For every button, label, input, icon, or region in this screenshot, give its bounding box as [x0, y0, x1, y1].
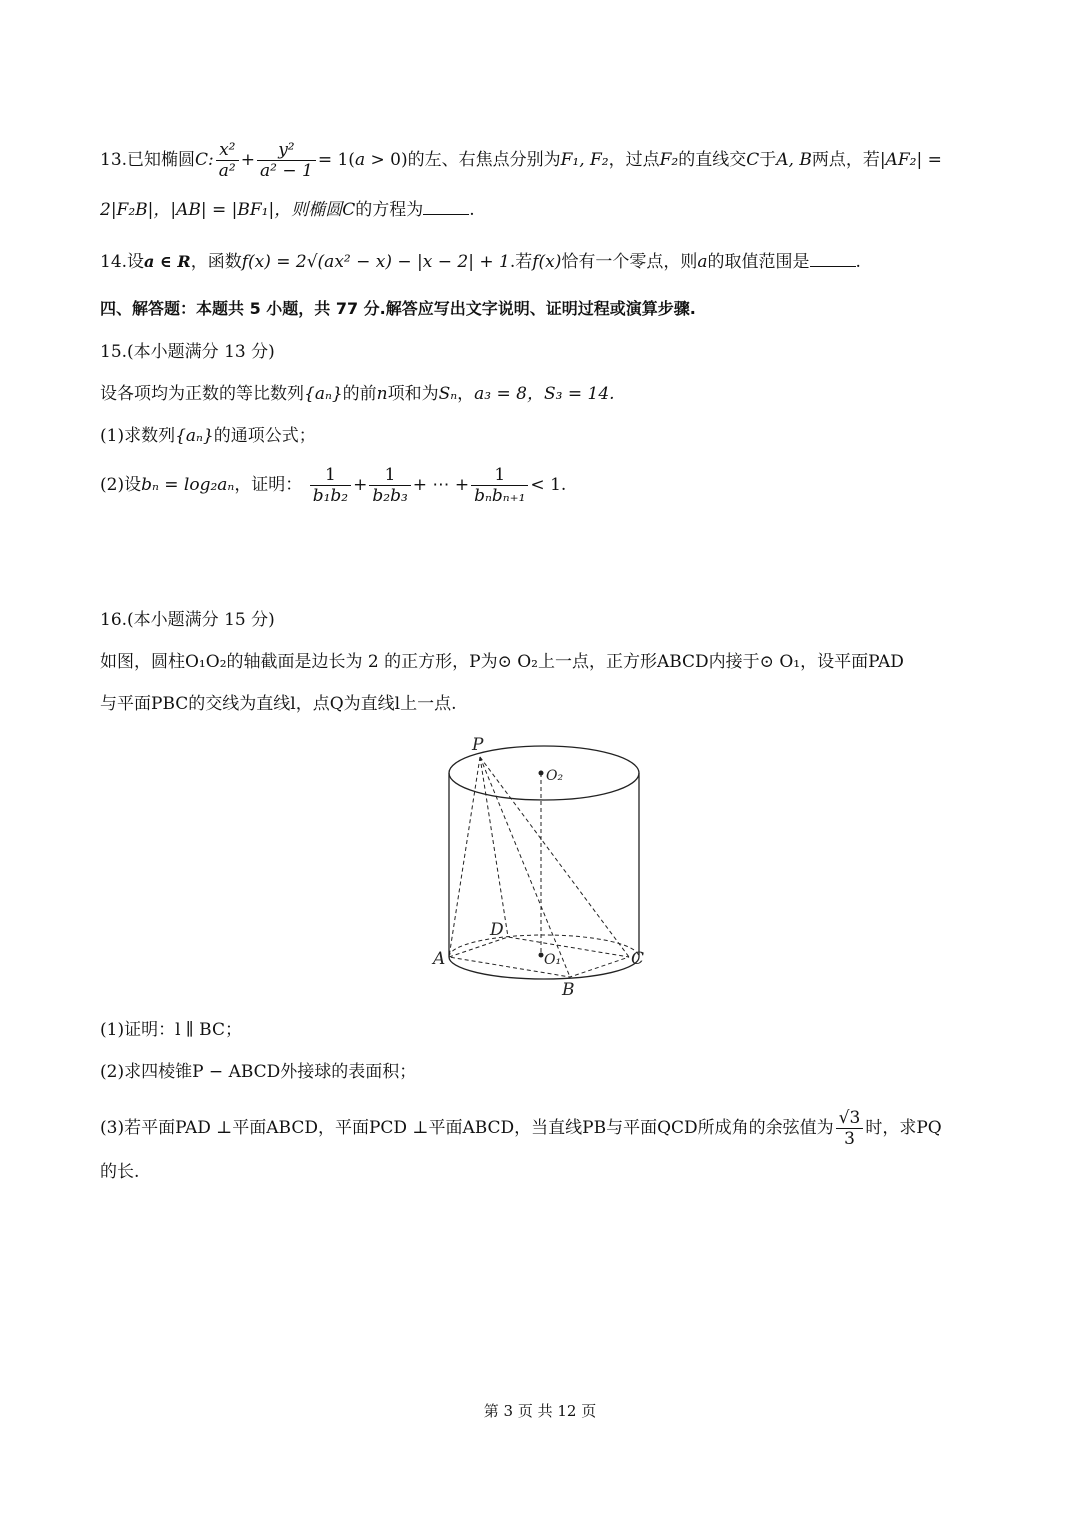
- point-o1: [539, 953, 544, 958]
- q15-stem-b: 的前: [342, 384, 377, 404]
- label-c: C: [631, 949, 645, 969]
- q15-header: 15.(本小题满分 13 分): [100, 342, 275, 362]
- part3-num: √3: [836, 1108, 864, 1129]
- label-o1: O₁: [544, 952, 562, 968]
- q15-seq: {aₙ}: [304, 384, 343, 404]
- q13-mid2: ，过点: [608, 150, 660, 170]
- part3-den: 3: [844, 1129, 855, 1149]
- q16-part3-b: 时，求PQ: [865, 1118, 942, 1138]
- q13-line2: [100, 198, 475, 222]
- q16-part3: [100, 1108, 942, 1149]
- q14-h: 的取值范围是: [707, 252, 810, 272]
- q13-line1: 13.已知椭圆C: $\frac{\text{x²}}{\text{a²}}$ + $\frac{\text{y²}}{\text{a² − 1}}$ = 1(a > 0)的左、右焦点分别为F₁, F₂，过点F₂的直线交C于A, B两点，若|AF₂| =: [100, 140, 942, 181]
- frac-3: [471, 465, 528, 506]
- q16-header: 16.(本小题满分 15 分): [100, 610, 275, 630]
- q13-line2-a: 2|F₂B|，|AB| = |BF₁|，则椭圆: [100, 200, 343, 220]
- cylinder-figure: [420, 730, 660, 1002]
- q13-mid3: 的直线交: [678, 150, 747, 170]
- q14-line: [100, 250, 861, 274]
- q15-part1-b: {aₙ}: [175, 426, 214, 446]
- q15-n: n: [376, 384, 388, 404]
- label-a: A: [433, 949, 446, 969]
- q14-c: ，函数: [190, 252, 242, 272]
- q13-line2-c: 的方程为: [355, 200, 424, 220]
- q13-mid1: 的左、右焦点分别为: [407, 150, 561, 170]
- q15-part1-a: (1)求数列: [100, 426, 176, 446]
- edge-pd: [480, 757, 508, 937]
- q13-c: C: [746, 150, 760, 170]
- q15-sn: Sₙ: [438, 384, 458, 404]
- label-d: D: [490, 920, 504, 940]
- q15-stem-c: 项和为: [387, 384, 439, 404]
- section-heading: 四、解答题：本题共 5 小题，共 77 分.解答应写出文字说明、证明过程或演算步骤.: [100, 299, 696, 318]
- q14-g: a: [697, 252, 708, 272]
- q15-dots: + ⋯ +: [412, 475, 470, 495]
- q13-mid4: 于: [759, 150, 777, 170]
- edge-pa: [449, 757, 480, 957]
- q16-part1: (1)证明：l ∥ BC；: [100, 1020, 242, 1040]
- q13-line2-b: C: [342, 200, 356, 220]
- q15-stem-d: ，: [457, 384, 475, 404]
- label-b: B: [562, 980, 575, 1000]
- answer-blank[interactable]: [810, 250, 856, 267]
- q13-end: .: [469, 200, 475, 220]
- q15-part2-b: bₙ = log₂aₙ: [141, 475, 235, 495]
- frac1-den: b₁b₂: [312, 486, 349, 506]
- q16-line2: 与平面PBC的交线为直线l，点Q为直线l上一点.: [100, 694, 457, 714]
- q15-part2-c: ，证明：: [234, 475, 303, 495]
- q15-tail: < 1.: [530, 475, 567, 495]
- q13-foci: F₁, F₂: [560, 150, 609, 170]
- q15-part1: [100, 424, 316, 448]
- frac1-num: 1: [310, 465, 351, 486]
- frac2-num: 1: [369, 465, 410, 486]
- square-abcd: [449, 937, 629, 977]
- point-o2: [539, 771, 544, 776]
- q14-f: 恰有一个零点，则: [561, 252, 698, 272]
- q13-ab: A, B: [776, 150, 812, 170]
- q13-f2: F₂: [659, 150, 679, 170]
- q13-mid5: 两点，若: [811, 150, 880, 170]
- q13-cond1: |AF₂| =: [879, 150, 942, 170]
- frac2-den: b₂b₃: [372, 486, 408, 506]
- frac-2: [369, 465, 410, 506]
- q14-a: 14.设: [100, 252, 145, 272]
- q13-prefix: 13.已知椭圆: [100, 150, 196, 170]
- edge-pb: [480, 757, 570, 977]
- q14-d: .若: [509, 252, 533, 272]
- q15-part1-c: 的通项公式；: [213, 426, 316, 446]
- q14-end: .: [855, 252, 861, 272]
- q14-func: f(x) = 2√(ax² − x) − |x − 2| + 1: [241, 252, 510, 272]
- q16-part3-a: (3)若平面PAD ⊥平面ABCD，平面PCD ⊥平面ABCD，当直线PB与平面QCD所成角的余弦值为: [100, 1118, 834, 1138]
- q13-ellipse-label: C:: [195, 150, 214, 170]
- frac-sqrt3-3: [836, 1108, 864, 1149]
- frac3-den: bₙbₙ₊₁: [474, 486, 526, 506]
- label-p: P: [472, 735, 484, 755]
- q14-e: f(x): [532, 252, 562, 272]
- q16-part2: (2)求四棱锥P − ABCD外接球的表面积；: [100, 1062, 417, 1082]
- frac-1: [310, 465, 351, 506]
- q15-part2: (2)设bₙ = log₂aₙ，证明： $\frac{1}{\text{b₁b₂}}$ + $\frac{1}{\text{b₂b₃}}$ + ⋯ + $\frac{1}{\text{bₙbₙ₊₁}}$ < 1.: [100, 465, 567, 506]
- label-o2: O₂: [546, 768, 564, 784]
- q14-b: a ∈ R: [144, 252, 191, 271]
- q16-line1: 如图，圆柱O₁O₂的轴截面是边长为 2 的正方形，P为⊙ O₂上一点，正方形ABCD内接于⊙ O₁，设平面PAD: [100, 652, 904, 672]
- frac-x2-a2: $\frac{\text{x²}}{\text{a²}}$: [216, 140, 239, 181]
- q15-stem-a: 设各项均为正数的等比数列: [100, 384, 304, 404]
- q16-part3-cont: 的长.: [100, 1162, 140, 1182]
- q15-part2-a: (2)设: [100, 475, 142, 495]
- page-footer: 第 3 页 共 12 页: [483, 1402, 597, 1420]
- frac3-num: 1: [471, 465, 528, 486]
- q15-cond: a₃ = 8，S₃ = 14.: [474, 384, 615, 404]
- q15-stem: [100, 382, 615, 406]
- answer-blank[interactable]: [423, 198, 469, 215]
- frac-y2: $\frac{\text{y²}}{\text{a² − 1}}$: [257, 140, 316, 181]
